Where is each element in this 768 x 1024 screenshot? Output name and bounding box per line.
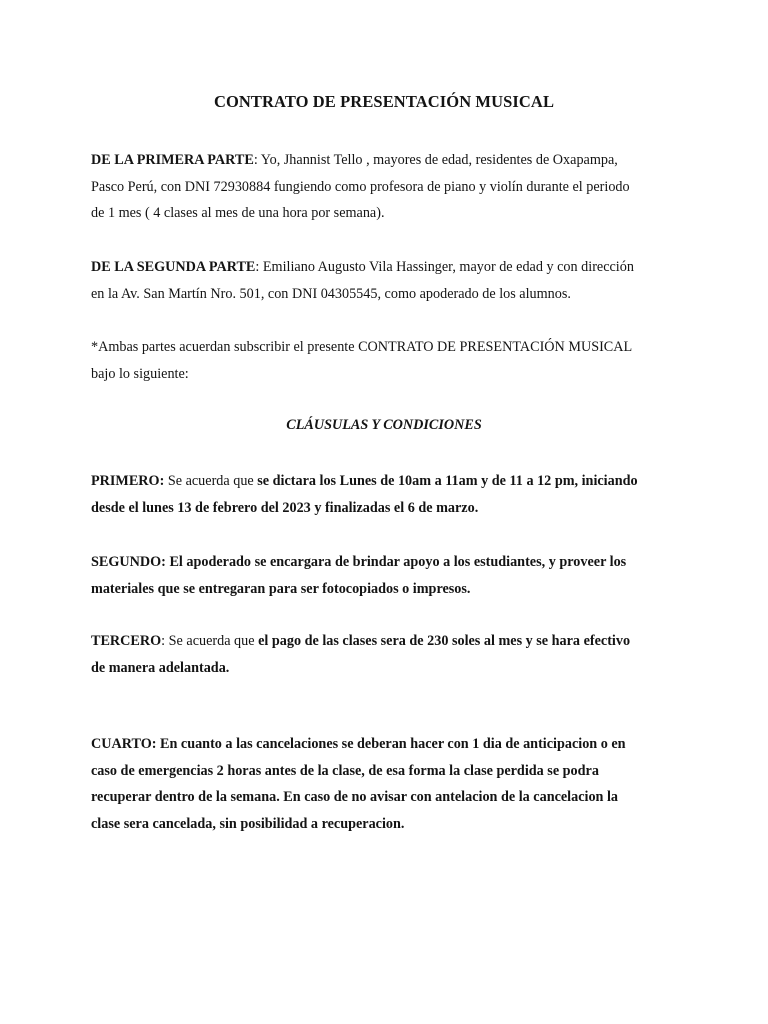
cuarto-line-4: clase sera cancelada, sin posibilidad a recuperacion.: [91, 815, 405, 832]
acuerdo-line-1: *Ambas partes acuerdan subscribir el presente CONTRATO DE PRESENTACIÓN MUSICAL: [91, 339, 633, 355]
clausula-tercero: [91, 628, 691, 681]
cuarto-line-2: caso de emergencias 2 horas antes de la clase, de esa forma la clase perdida se podra: [91, 762, 599, 779]
primero-text-1: se dictara los Lunes de 10am a 11am y de 11 a 12 pm, iniciando: [257, 473, 638, 489]
primera-parte-label: DE LA PRIMERA PARTE: [91, 152, 254, 168]
cuarto-label: CUARTO:: [91, 736, 157, 752]
primero-label: PRIMERO:: [91, 473, 165, 489]
clausula-segundo: [91, 549, 691, 602]
tercero-intro: : Se acuerda que: [161, 633, 259, 649]
segundo-text-1: El apoderado se encargara de brindar apoyo a los estudiantes, y proveer los: [165, 554, 627, 570]
primero-intro: Se acuerda que: [164, 473, 258, 489]
segunda-parte-line-1: [91, 254, 691, 281]
segunda-parte-text-1: : Emiliano Augusto Vila Hassinger, mayor de edad y con dirección: [255, 259, 634, 275]
clausulas-title: CLÁUSULAS Y CONDICIONES: [286, 417, 482, 433]
segundo-label: SEGUNDO:: [91, 554, 166, 570]
tercero-line-1: [91, 628, 691, 655]
tercero-line-2: de manera adelantada.: [91, 659, 230, 676]
primera-parte-line-2: Pasco Perú, con DNI 72930884 fungiendo como profesora de piano y violín durante el periodo: [91, 178, 630, 195]
segundo-line-2: materiales que se entregaran para ser fotocopiados o impresos.: [91, 580, 471, 597]
segunda-parte-label: DE LA SEGUNDA PARTE: [91, 259, 256, 275]
cuarto-text-1: En cuanto a las cancelaciones se deberan hacer con 1 dia de anticipacion o en: [156, 736, 626, 752]
primera-parte-text-1: : Yo, Jhannist Tello , mayores de edad, residentes de Oxapampa,: [253, 152, 618, 168]
cuarto-line-1: [91, 731, 691, 758]
primera-parte-paragraph: [91, 147, 691, 227]
acuerdo-line-2: bajo lo siguiente:: [91, 365, 189, 382]
segundo-line-1: [91, 549, 691, 576]
tercero-label: TERCERO: [91, 633, 162, 649]
clausula-cuarto: [91, 731, 691, 837]
segunda-parte-line-2: en la Av. San Martín Nro. 501, con DNI 04305545, como apoderado de los alumnos.: [91, 285, 571, 302]
primero-line-1: [91, 468, 691, 495]
cuarto-line-3: recuperar dentro de la semana. En caso de no avisar con antelacion de la cancelacion la: [91, 789, 619, 805]
primera-parte-line-1: [91, 147, 691, 174]
primera-parte-line-3: de 1 mes ( 4 clases al mes de una hora por semana).: [91, 205, 385, 221]
tercero-text-1: el pago de las clases sera de 230 soles al mes y se hara efectivo: [258, 633, 631, 649]
primero-line-2: desde el lunes 13 de febrero del 2023 y finalizadas el 6 de marzo.: [91, 499, 479, 516]
document-title: CONTRATO DE PRESENTACIÓN MUSICAL: [213, 92, 555, 111]
segunda-parte-paragraph: [91, 254, 691, 307]
acuerdo-paragraph: [91, 334, 691, 387]
clausula-primero: [91, 468, 691, 521]
